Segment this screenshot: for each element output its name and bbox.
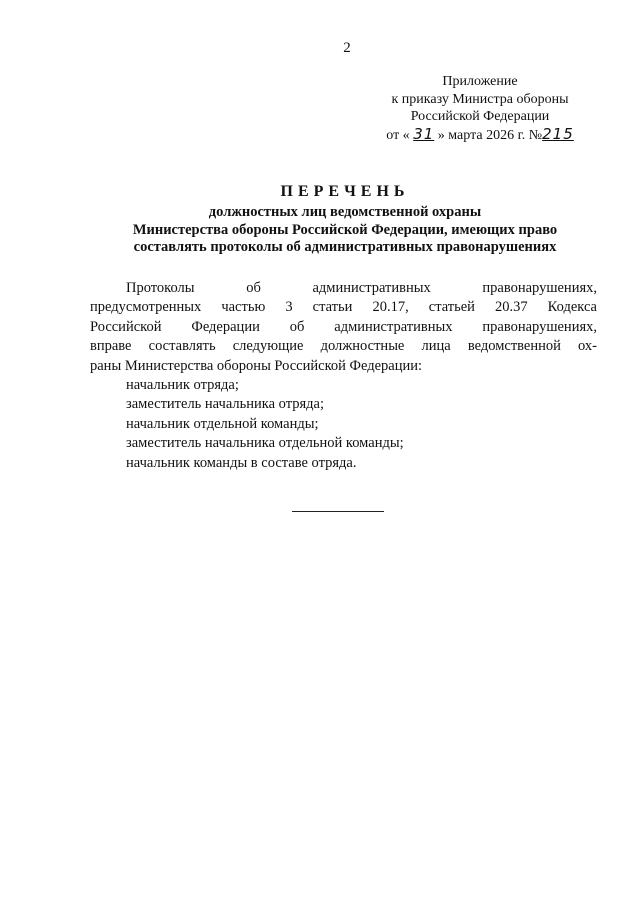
paragraph-line: Российской Федерации об административных правонарушениях, bbox=[90, 318, 597, 335]
closing-divider bbox=[292, 511, 384, 512]
date-middle: » марта 2026 г. bbox=[437, 127, 526, 143]
list-item: заместитель начальника отряда; bbox=[126, 396, 324, 413]
paragraph-line: предусмотренных частью 3 статьи 20.17, статьей 20.37 Кодекса bbox=[90, 299, 597, 316]
appendix-date-line bbox=[380, 126, 580, 145]
title-line-3: составлять протоколы об административных правонарушениях bbox=[133, 239, 557, 255]
paragraph-line: вправе составлять следующие должностные лица ведомственной ох- bbox=[90, 338, 597, 355]
appendix-header bbox=[380, 73, 580, 144]
title-line-1: должностных лиц ведомственной охраны bbox=[208, 204, 482, 220]
document-title bbox=[80, 180, 610, 257]
number-sign: № bbox=[528, 127, 543, 143]
list-item: начальник команды в составе отряда. bbox=[126, 454, 357, 471]
handwritten-order-number: 215 bbox=[542, 124, 574, 143]
date-prefix: от « bbox=[386, 127, 410, 143]
paragraph-line: раны Министерства обороны Российской Федерации: bbox=[90, 357, 423, 374]
appendix-label: Приложение bbox=[442, 74, 518, 89]
title-main: ПЕРЕЧЕНЬ bbox=[280, 183, 410, 200]
appendix-country: Российской Федерации bbox=[410, 109, 550, 124]
list-item: заместитель начальника отдельной команды; bbox=[126, 435, 404, 452]
page-number: 2 bbox=[343, 40, 351, 56]
list-item: начальник отдельной команды; bbox=[126, 415, 319, 432]
paragraph-line: Протоколы об административных правонарушениях, bbox=[126, 280, 597, 296]
appendix-order-ref: к приказу Министра обороны bbox=[391, 91, 569, 107]
handwritten-day: 31 bbox=[413, 124, 435, 143]
title-line-2: Министерства обороны Российской Федерации, имеющих право bbox=[132, 221, 558, 238]
body-text bbox=[90, 279, 597, 473]
list-item: начальник отряда; bbox=[126, 377, 239, 394]
